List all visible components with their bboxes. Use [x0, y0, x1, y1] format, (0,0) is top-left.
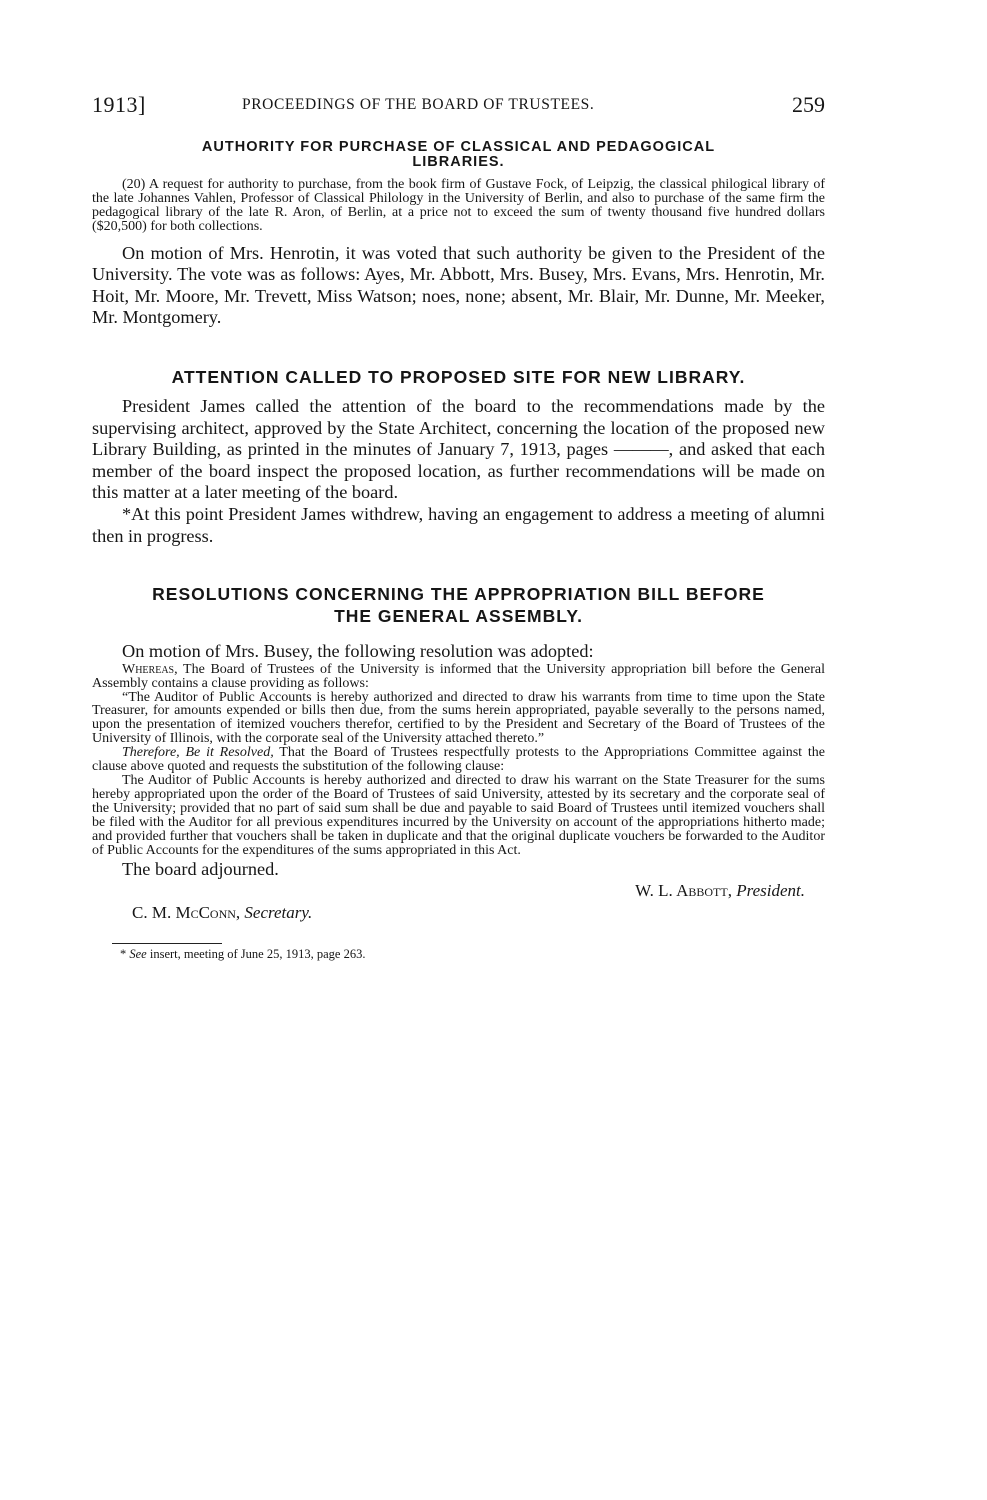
section-resolutions: [92, 583, 825, 881]
section-heading-resolutions: [92, 583, 825, 627]
president-signature: [635, 881, 805, 901]
section-library-site: [92, 367, 825, 547]
president-title: President.: [736, 881, 805, 901]
header-year: 1913]: [92, 92, 146, 117]
footnote-rule: [112, 943, 222, 944]
footnote: [120, 947, 825, 962]
request-paragraph: (20) A request for authority to purchase, from the book firm of Gustave Fock, of Leipzig, the classical philogical library of the late Johannes Vahlen, Professor of Classical Philology in the University of Berlin, and also to purchase of the same firm the pedagogical library of the late R. Aron, of Berlin, at a price not to exceed the sum of twenty thousand five hundred dollars ($20,500) for both collections.: [92, 177, 825, 234]
footnote-text: insert, meeting of June 25, 1913, page 263.: [146, 947, 366, 962]
whereas-label: Whereas,: [122, 661, 178, 677]
signature-block: [92, 881, 825, 929]
resolved-paragraph: [92, 746, 825, 774]
footnote-see: See: [129, 947, 147, 962]
section-library-authority: [92, 140, 825, 329]
resolved-text: That the Board of Trustees respectfully protests to the Appropriations Committee against the clause above quoted and requests the substitution of the following clause:: [92, 745, 825, 775]
resolution-intro: On motion of Mrs. Busey, the following resolution was adopted:: [122, 641, 594, 662]
substitute-clause: The Auditor of Public Accounts is hereby authorized and directed to draw his warrant on the State Treasurer for the sums hereby appropriated upon the order of the Board of Trustees of said University, attested by its secretary and the corporate seal of the University; provided that no part of said sum shall be due and payable to said Board of Trustees until itemized vouchers shall be filed with the Auditor for all previous expenditures incurred by the University on account of the appropriations hitherto made; and provided further that vouchers shall be taken in duplicate and that the original duplicate vouchers be forwarded to the Auditor of Public Accounts for the expenditures of the sums appropriated in this Act.: [92, 773, 825, 858]
footnote-marker: *: [120, 947, 130, 962]
section-heading-site: ATTENTION CALLED TO PROPOSED SITE FOR NEW LIBRARY.: [171, 367, 746, 387]
secretary-title: Secretary.: [244, 903, 313, 923]
site-paragraph: President James called the attention of the board to the recommendations made by the supervising architect, approved by the State Architect, concerning the location of the proposed new Library Building, as printed in the minutes of January 7, 1913, pages ———, and asked that each member of the board inspect the proposed location, as further recommendations will be made on this matter at a later meeting of the board.: [92, 396, 825, 503]
section-heading-libraries: [92, 140, 825, 170]
secretary-name: C. M. McConn,: [132, 903, 241, 923]
heading-line-2: LIBRARIES.: [412, 154, 505, 170]
heading-line-1: AUTHORITY FOR PURCHASE OF CLASSICAL AND PEDAGOGICAL: [201, 139, 716, 155]
whereas-paragraph: [92, 663, 825, 691]
motion-paragraph: On motion of Mrs. Henrotin, it was voted that such authority be given to the President of the University. The vote was as follows: Ayes, Mr. Abbott, Mrs. Busey, Mrs. Evans, Mrs. Henrotin, Mr. Hoit, Mr. Moore, Mr. Trevett, Miss Watson; noes, none; absent, Mr. Blair, Mr. Dunne, Mr. Meeker, Mr. Montgomery.: [92, 242, 825, 328]
heading-line-2: THE GENERAL ASSEMBLY.: [334, 606, 583, 627]
secretary-signature: [132, 903, 312, 923]
document-page: [92, 92, 825, 962]
resolved-label: Therefore, Be it Resolved,: [122, 745, 274, 761]
quoted-clause: “The Auditor of Public Accounts is hereby authorized and directed to draw his warrants from time to time upon the State Treasurer, for amounts expended or bills then due, from the sums herein appropriated, payable severally to the persons named, upon the presentation of itemized vouchers therefor, certified to by the President and Secretary of the Board of Trustees of the University of Illinois, with the corporate seal of the University attached thereto.”: [92, 689, 825, 747]
adjourned-line: The board adjourned.: [122, 859, 279, 880]
page-number: 259: [792, 92, 825, 117]
header-title: PROCEEDINGS OF THE BOARD OF TRUSTEES.: [242, 96, 595, 113]
whereas-text: The Board of Trustees of the University is informed that the University appropriation bill before the General Assembly contains a clause providing as follows:: [92, 661, 825, 691]
running-header: [92, 92, 825, 122]
heading-line-1: RESOLUTIONS CONCERNING THE APPROPRIATION BILL BEFORE: [152, 584, 765, 605]
president-name: W. L. Abbott,: [635, 881, 732, 901]
withdrawal-paragraph: *At this point President James withdrew, having an engagement to address a meeting of alumni then in progress.: [92, 503, 825, 546]
